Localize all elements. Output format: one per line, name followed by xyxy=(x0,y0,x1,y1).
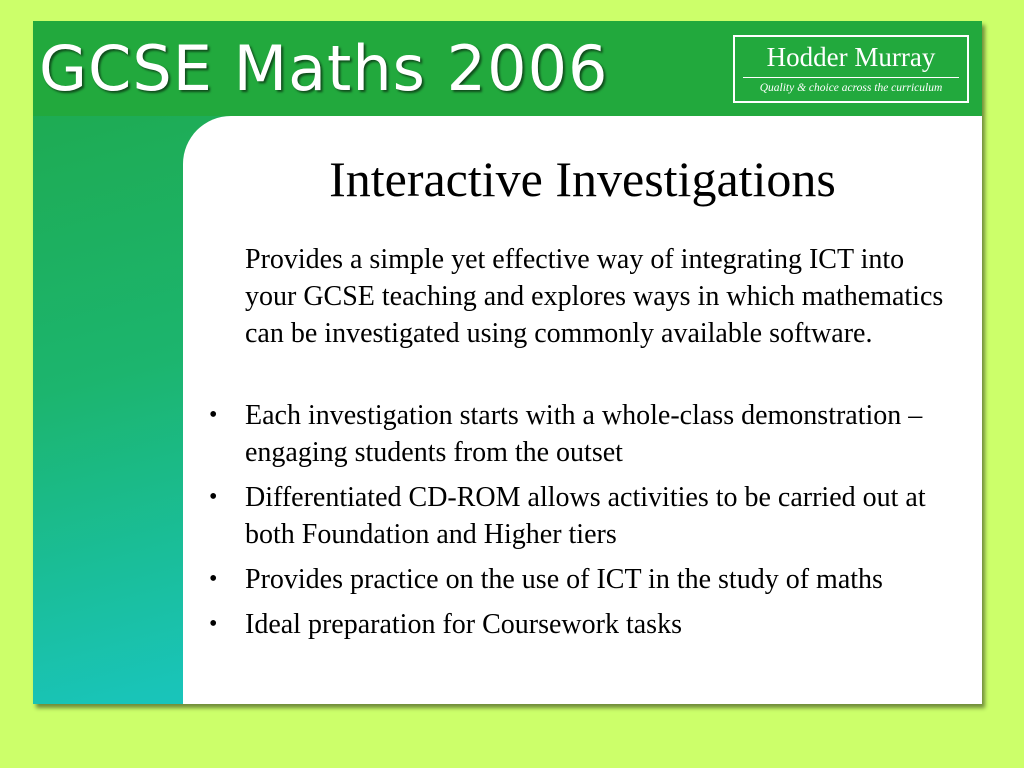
bullet-icon: • xyxy=(209,566,218,592)
intro-paragraph: Provides a simple yet effective way of integrating ICT into your GCSE teaching and explores ways in which mathematics can be investigated using commonly available software. xyxy=(245,244,944,349)
bullet-text: Ideal preparation for Coursework tasks xyxy=(245,609,682,640)
slide-heading: Interactive Investigations xyxy=(329,151,836,207)
bullet-icon: • xyxy=(209,484,218,510)
slide-frame xyxy=(33,21,982,704)
header-title: GCSE Maths 2006 xyxy=(39,32,609,105)
publisher-logo xyxy=(733,35,969,103)
publisher-tagline: Quality & choice across the curriculum xyxy=(759,82,943,94)
bullet-item xyxy=(203,397,960,471)
content-panel xyxy=(183,116,982,704)
bullet-list xyxy=(203,397,960,651)
bullet-text: Each investigation starts with a whole-class demonstration – engaging students from the outset xyxy=(245,400,923,468)
publisher-name: Hodder Murray xyxy=(766,42,936,72)
bullet-item xyxy=(203,479,960,553)
bullet-item xyxy=(203,606,960,643)
bullet-icon: • xyxy=(209,611,218,637)
bullet-icon: • xyxy=(209,402,218,428)
header-band xyxy=(33,21,982,116)
bullet-text: Differentiated CD-ROM allows activities to be carried out at both Foundation and Higher tiers xyxy=(245,482,940,550)
bullet-item xyxy=(203,561,960,598)
publisher-divider xyxy=(743,77,959,78)
bullet-text: Provides practice on the use of ICT in the study of maths xyxy=(245,564,883,595)
